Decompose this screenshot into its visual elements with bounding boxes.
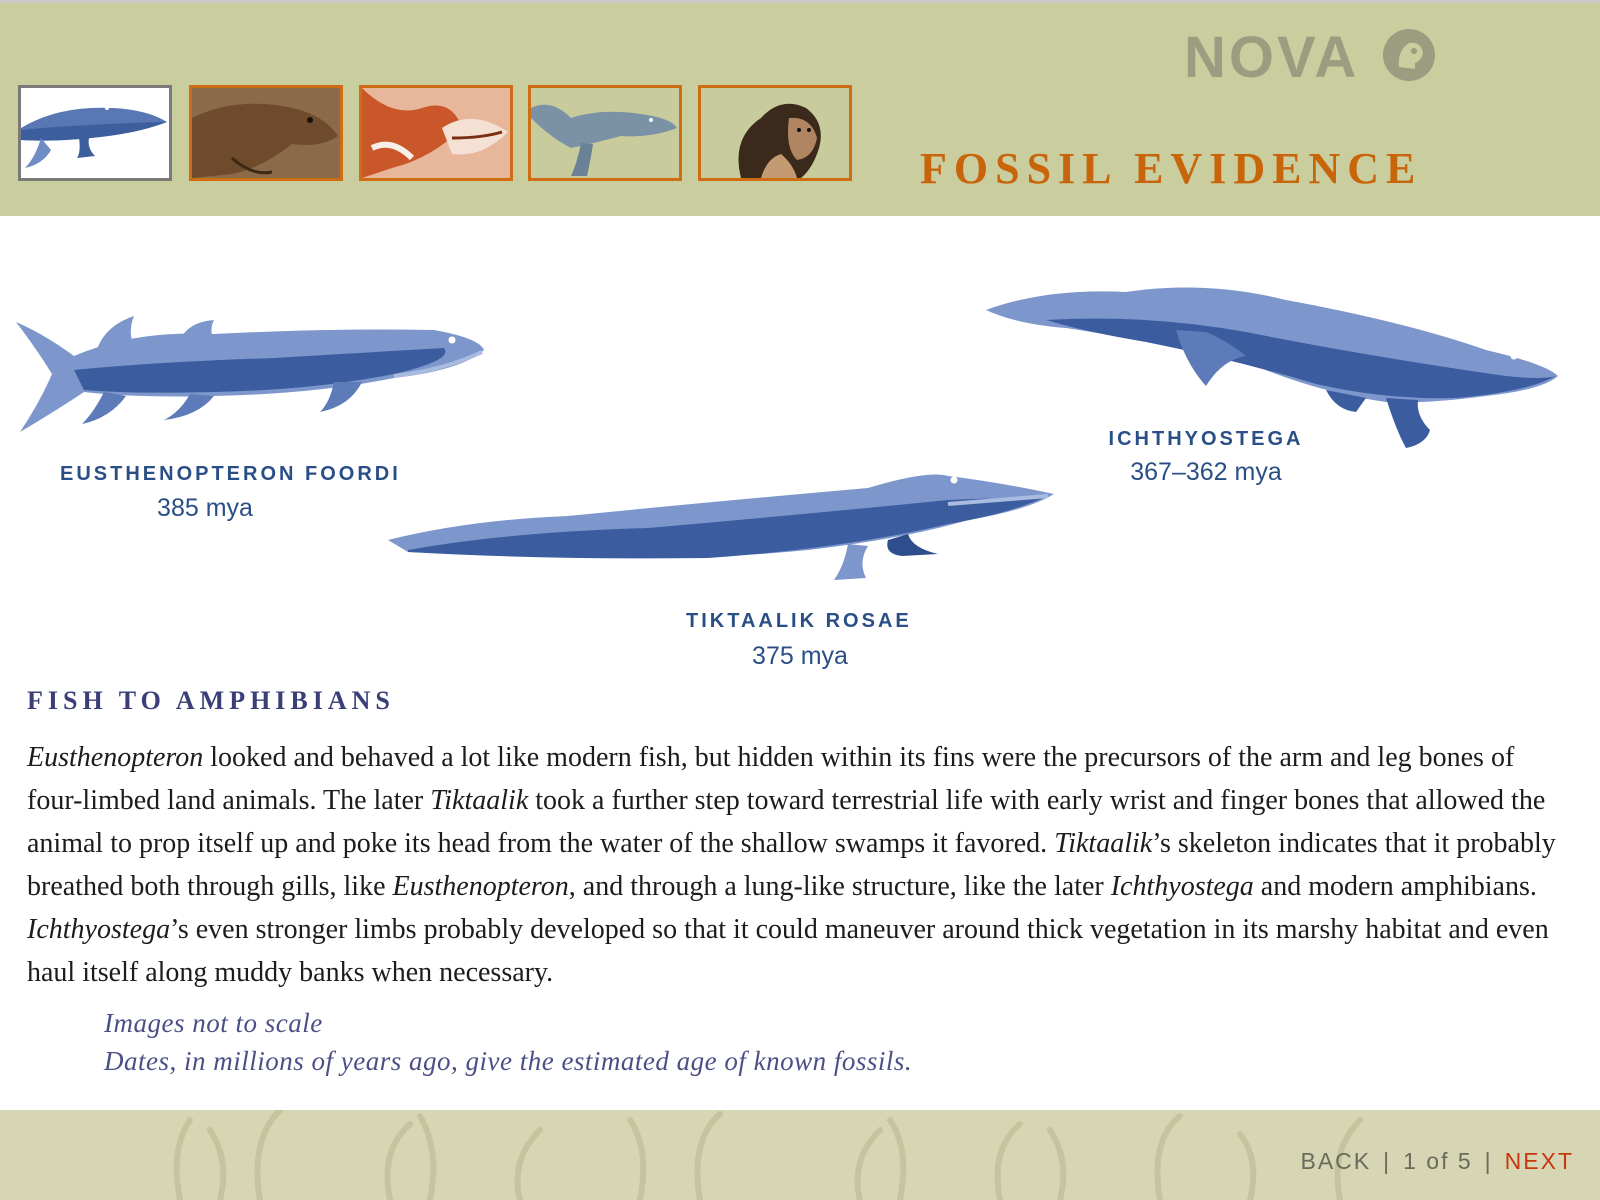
dates-note: Dates, in millions of years ago, give the estimated age of known fossils. (104, 1046, 913, 1076)
nova-logo-text: NOVA (1184, 24, 1360, 90)
paragraph-text: ’s even stronger limbs probably developed so that it could maneuver around thick vegetation in its marshy habitat and even haul itself along muddy banks when necessary. (27, 914, 1549, 988)
header-bar (0, 0, 1600, 216)
species-name: Eusthenopteron (27, 742, 204, 773)
thumbnail-mammal[interactable] (189, 85, 343, 181)
eusthenopteron-date: 385 mya (157, 494, 253, 522)
tiktaalik-date: 375 mya (752, 642, 848, 670)
species-name: Eusthenopteron (392, 871, 569, 902)
nova-logo (1184, 24, 1437, 90)
paragraph-text: ’s skeleton indicates that it probably breathed both through gills, like (27, 828, 1556, 902)
next-button[interactable]: NEXT (1504, 1148, 1574, 1174)
pbs-head-icon (1381, 27, 1437, 88)
ichthyostega-date: 367–362 mya (1130, 458, 1282, 486)
pagination-separator: | (1484, 1148, 1493, 1174)
thumbnail-bird-dinosaur[interactable] (359, 85, 513, 181)
species-name: Ichthyostega (1110, 871, 1254, 902)
species-name: Tiktaalik (1054, 828, 1153, 859)
eusthenopteron-name: EUSTHENOPTERON FOORDI (60, 463, 401, 485)
back-button[interactable]: BACK (1300, 1148, 1372, 1174)
tiktaalik-illustration (388, 470, 1058, 600)
footer-bar (0, 1110, 1600, 1200)
body-paragraph (27, 736, 1572, 994)
eusthenopteron-illustration (14, 312, 484, 442)
page-title: FOSSIL EVIDENCE (920, 144, 1423, 193)
thumbnail-whale-ancestor[interactable] (528, 85, 682, 181)
paragraph-text: and modern amphibians. (1253, 871, 1537, 902)
species-name: Tiktaalik (430, 785, 529, 816)
section-heading: FISH TO AMPHIBIANS (27, 686, 395, 715)
tiktaalik-name: TIKTAALIK ROSAE (686, 610, 912, 632)
species-name: Ichthyostega (27, 914, 171, 945)
pagination-separator: | (1383, 1148, 1392, 1174)
paragraph-text: took a further step toward terrestrial life with early wrist and finger bones that allowed the animal to prop itself up and poke its head from the water of the shallow swamps it favored. (27, 785, 1546, 859)
paragraph-text: , and through a lung-like structure, like the later (568, 871, 1111, 902)
thumbnail-fish[interactable] (18, 85, 172, 181)
ichthyostega-name: ICHTHYOSTEGA (1108, 428, 1304, 450)
scale-note: Images not to scale (104, 1008, 323, 1038)
pagination (1301, 1148, 1575, 1175)
paragraph-text: looked and behaved a lot like modern fish, but hidden within its fins were the precursors of the arm and leg bones of four-limbed land animals. The later (27, 742, 1515, 816)
thumbnail-hominid[interactable] (698, 85, 852, 181)
page-indicator: 1 of 5 (1403, 1148, 1473, 1174)
